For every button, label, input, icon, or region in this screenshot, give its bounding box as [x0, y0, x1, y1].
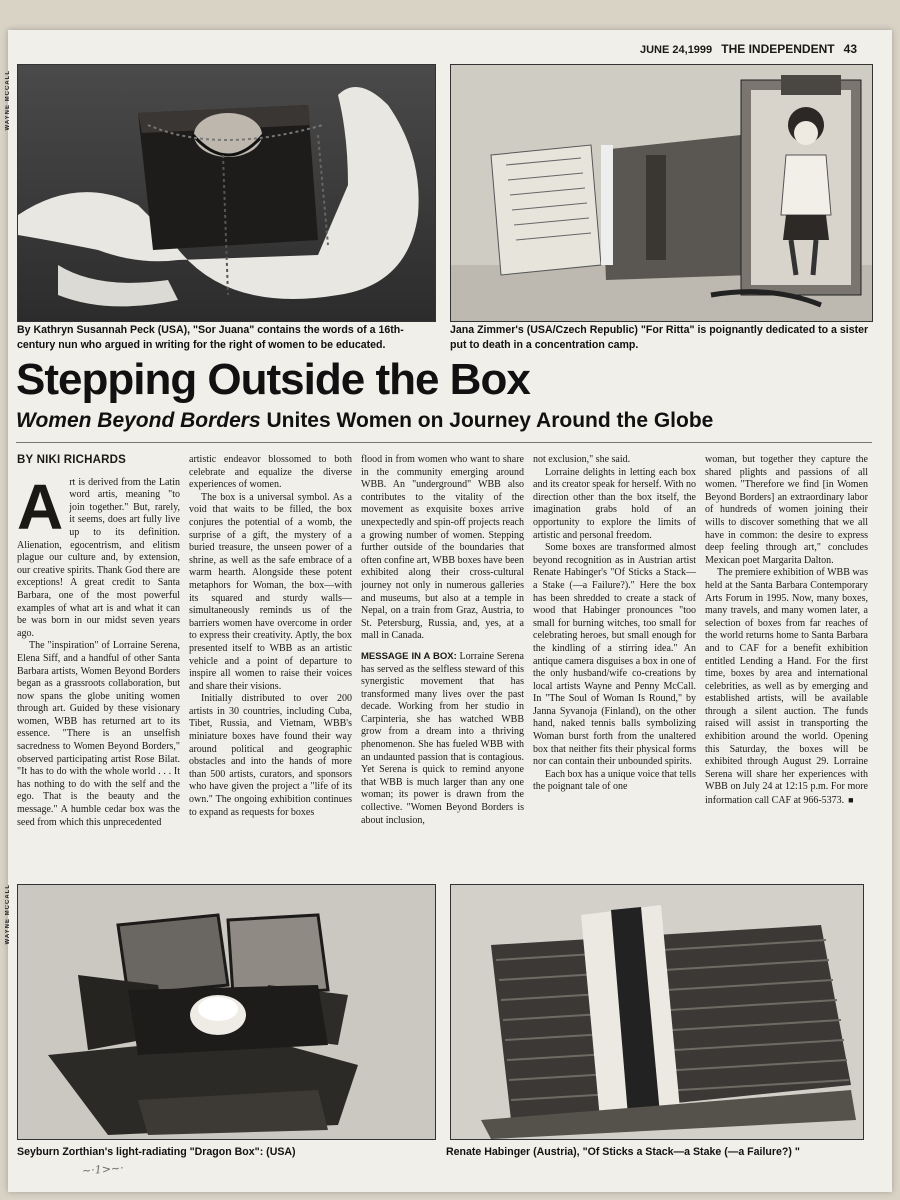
photo-sor-juana: [17, 64, 436, 322]
caption-sor-juana: By Kathryn Susannah Peck (USA), "Sor Juana" contains the words of a 16th-century nun who argued in writing for the right of women to be educated.: [17, 324, 404, 351]
header-page-number: 43: [843, 42, 857, 56]
caption-sticks-stack: Renate Habinger (Austria), "Of Sticks a Stack—a Stake (—a Failure?) ": [446, 1146, 800, 1158]
col1-paragraph-1-text: rt is derived from the Latin word artis, meaning "to join together." But, rarely, it seems, does art fully live up to its definition. Alienation, egocentrism, and elitism plague our culture and, by extension, our creative spirits. Thank God there are exceptions! A great credit to Santa Barbara, one of the most powerful examples of what art is and what it can be was born in our midst seven years ago.: [17, 476, 180, 639]
col2-paragraph-1: artistic endeavor blossomed to both celebrate and equalize the diverse experiences of women.: [189, 454, 352, 491]
headline-rule: [16, 442, 872, 443]
col4-paragraph-4: Each box has a unique voice that tells the poignant tale of one: [533, 768, 696, 793]
col4-paragraph-1: not exclusion," she said.: [533, 454, 631, 465]
col3-paragraph-2: [361, 651, 524, 827]
header-paper-name: THE INDEPENDENT: [721, 42, 835, 56]
col3-paragraph-2-text: Lorraine Serena has served as the selfless steward of this synergistic movement that has transformed many lives over the past decade. Working from her studio in Carpinteria, she has watched WBB grow from a dream into a thriving phenomenon. She has fueled WBB with an undaunted passion that is contagious. Yet Serena is quick to remind anyone that WBB is much larger than any one woman; its power is drawn from the collective. "Women Beyond Borders is about inclusion,: [361, 650, 524, 826]
photo-for-ritta: [450, 64, 873, 322]
col4-paragraph-3: Some boxes are transformed almost beyond recognition as in Austrian artist Renate Habinger's "Of Sticks a Stack—a Stake (—a Failure?)." Here the box has been shredded to create a stack of wood that Habinger pronounces "too small for burning witches, too small for celebrating heroes, but small enough for the kindling of a stirring idea." An antique camera disguises a box in one of the only husband/wife co-creations by local artists Wayne and Penny McCall. In "The Soul of Woman Is Round," by Janna Syvanoja (Finland), on the other hand, naked tennis balls symbolizing Woman burst forth from the unaltered box that neither fits their physical forms nor can contain their unbounded spirits.: [533, 542, 696, 768]
subsection-heading: MESSAGE IN A BOX:: [361, 650, 457, 662]
col1-paragraph-2: The "inspiration" of Lorraine Serena, Elena Siff, and a handful of other Santa Barbara artists, Women Beyond Borders began as a grassroots collaboration, but now spans the globe uniting women through art. Guided by these visionary women, WBB has returned art to its essence. "There is an unselfish sacredness to Women Beyond Borders," observed participating artist Rose Bilat. "It has to do with the whole world . . . It has nothing to do with the self and the ego. That is the beauty and the message." A humble cedar box was the seed from which this unprecedented: [17, 640, 180, 828]
col1-paragraph-1: [17, 470, 180, 641]
article-column-5: [705, 454, 868, 874]
col2-paragraph-3: Initially distributed to over 200 artists in 30 countries, including Cuba, Tibet, Russia, and Vietnam, WBB's miniature boxes have found their way around political and geographic obstacles and into the hands of more than 500 artists, curators, and sponsors who have given the project a "life of its own." The ongoing exhibition continues to expand as requests for boxes: [189, 693, 352, 818]
drop-cap: A: [17, 470, 64, 543]
handwritten-pencil-mark: ~·1>~·: [81, 1161, 125, 1178]
col5-paragraph-1: woman, but together they capture the shared plights and passions of all women. "Therefore we find [in Women Beyond Borders] an extraordinary labor of hundreds of women joining their wills to discover something that we all have in common: the desire to express deep feeling through art," concludes Mexican poet Margarita Dalton.: [705, 454, 868, 566]
header-date: JUNE 24,1999: [640, 44, 713, 56]
col2-paragraph-2: The box is a universal symbol. As a void that waits to be filled, the box conjures the potential of a womb, the surprise of a gift, the mystery of a buried treasure, the unseen power of a shrine, as well as the safe embrace of a warm hearth. Alongside these potent metaphors for Woman, the box—with its squared and sturdy walls—simultaneously reminds us of the barriers women have overcome in order to express their creativity. Aptly, the box presented itself to WBB as an artistic vehicle and a point of departure to inspire all women to raise their voices and share their visions.: [189, 491, 352, 692]
end-mark: ■: [848, 795, 854, 806]
subhead-rest: Unites Women on Journey Around the Globe: [260, 409, 714, 432]
photo-sticks-stack: [450, 884, 864, 1140]
photo-credit-bottom: WAYNE MCCALL: [5, 884, 11, 945]
byline: BY NIKI RICHARDS: [17, 454, 127, 466]
page-header: [640, 42, 880, 56]
article-subhead: [16, 410, 886, 431]
caption-dragon-box: Seyburn Zorthian's light-radiating "Dragon Box": (USA): [17, 1146, 296, 1158]
article-column-4: [533, 454, 696, 874]
article-column-1: [17, 454, 180, 874]
photo-dragon-box: [17, 884, 436, 1140]
article-column-2: [189, 454, 352, 874]
col5-paragraph-2: [705, 567, 868, 807]
col3-paragraph-1: flood in from women who want to share in the community emerging around WBB. An "underground" WBB also contributes to the vitality of the movement as exquisite boxes arrive unexpectedly and spin-off projects reach a growing number of women. Stepping further outside of the boundaries that often confine art, WBB boxes have been exhibited along their cross-cultural journey not only in numerous galleries and museums, but also at a temple in Nepal, on a train from Graz, Austria, to St. Petersburg, Russia, and, yes, at a mall in Canada.: [361, 454, 524, 642]
caption-for-ritta: Jana Zimmer's (USA/Czech Republic) "For Ritta" is poignantly dedicated to a sister put to death in a concentration camp.: [450, 324, 869, 351]
photo-credit-top: WAYNE MCCALL: [5, 70, 11, 131]
article-headline: Stepping Outside the Box: [16, 355, 530, 404]
article-column-3: [361, 454, 524, 874]
col5-paragraph-2-text: The premiere exhibition of WBB was held at the Santa Barbara Contemporary Arts Forum in 1995. Now, many boxes, many travels, and many women later, a selection of boxes from far reaches of the world returns home to Santa Barbara and to CAF for a benefit exhibition entitled Lending a Hand. For the first time, boxes by area and international celebrities, as well as by emerging and established artists, will be available through a silent auction. The funds raised will assist in transporting the exhibition around the world. Opening this Saturday, the boxes will be exhibited through August 29. Lorraine Serena will share her experiences with WBB on July 24 at 12:15 p.m. For more information call CAF at 966-5373.: [705, 567, 868, 807]
col4-paragraph-2: Lorraine delights in letting each box and its creator speak for herself. With no direction other than the box itself, the imagination grabs hold of an opportunity to explore the limits of artistic and personal freedom.: [533, 466, 696, 541]
subhead-italic: Women Beyond Borders: [16, 409, 261, 432]
